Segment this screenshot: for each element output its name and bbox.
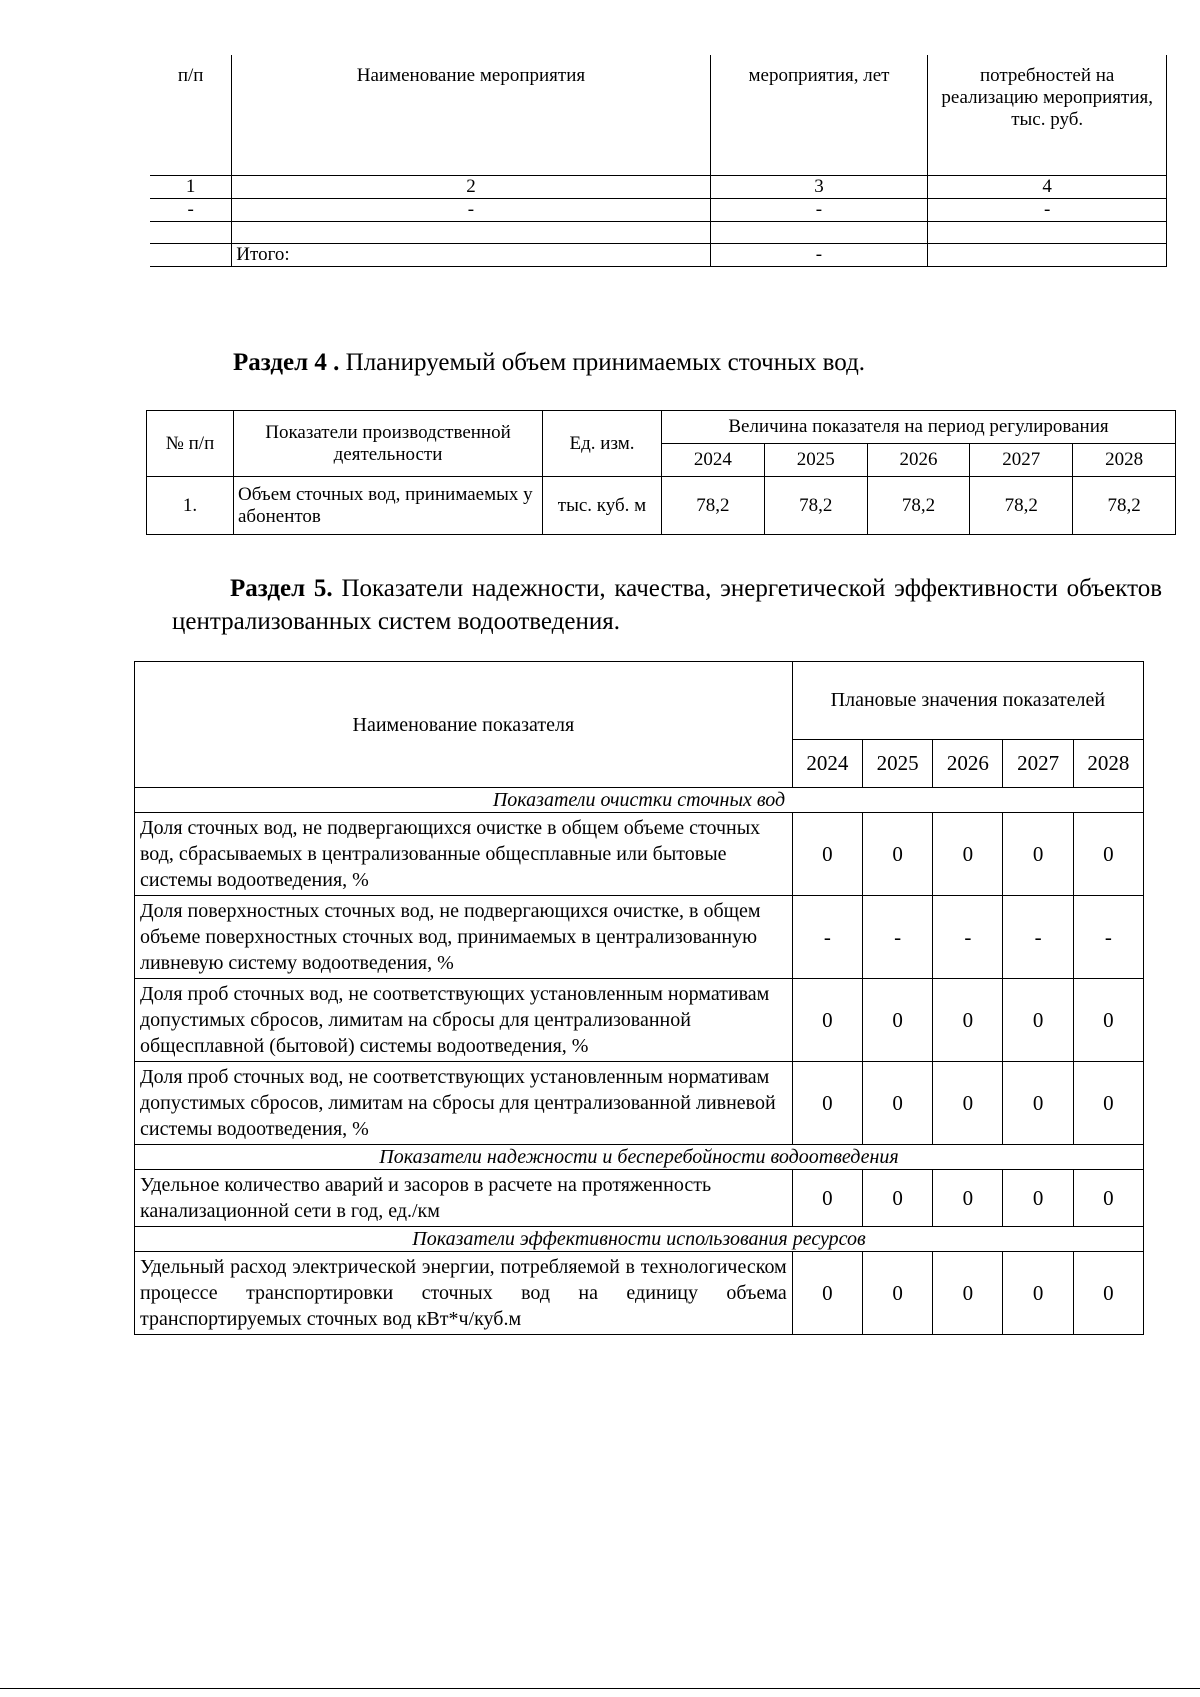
cell bbox=[710, 222, 928, 244]
header-period: Величина показателя на период регулирования bbox=[662, 411, 1176, 444]
indicator-value: 0 bbox=[1003, 1252, 1073, 1335]
year-header: 2024 bbox=[662, 444, 765, 477]
table-row bbox=[135, 1252, 1144, 1335]
indicator-value: 0 bbox=[933, 1170, 1003, 1227]
total-label: Итого: bbox=[232, 244, 710, 267]
table-row bbox=[135, 813, 1144, 896]
page-bottom-line bbox=[0, 1688, 1200, 1689]
group-title: Показатели надежности и бесперебойности водоотведения bbox=[135, 1145, 1144, 1170]
header-num: № п/п bbox=[147, 411, 234, 477]
row-value: 78,2 bbox=[970, 477, 1073, 535]
header-unit: Ед. изм. bbox=[543, 411, 662, 477]
cell bbox=[150, 222, 232, 244]
year-header: 2028 bbox=[1073, 740, 1143, 788]
indicator-name: Доля сточных вод, не подвергающихся очистке в общем объеме сточных вод, сбрасываемых в централизованные общесплавные или бытовые системы водоотведения, % bbox=[135, 813, 793, 896]
header-event-name: Наименование мероприятия bbox=[232, 55, 710, 176]
group-row bbox=[135, 1227, 1144, 1252]
header-plan-values: Плановые значения показателей bbox=[792, 662, 1143, 740]
indicator-name: Удельный расход электрической энергии, потребляемой в технологическом процессе транспортировки сточных вод на единицу объема транспортируемых сточных вод кВт*ч/куб.м bbox=[135, 1252, 793, 1335]
section4-title: Планируемый объем принимаемых сточных вод. bbox=[345, 349, 866, 376]
section4-prefix: Раздел 4 . bbox=[233, 349, 340, 376]
year-header: 2026 bbox=[933, 740, 1003, 788]
group-title: Показатели очистки сточных вод bbox=[135, 788, 1144, 813]
indicator-name: Доля проб сточных вод, не соответствующих установленным нормативам допустимых сбросов, лимитам на сбросы для централизованной общесплавной (бытовой) системы водоотведения, % bbox=[135, 979, 793, 1062]
indicator-name: Доля поверхностных сточных вод, не подвергающихся очистке, в общем объеме поверхностных сточных вод, принимаемых в централизованную ливневую систему водоотведения, % bbox=[135, 896, 793, 979]
events-table bbox=[150, 55, 1167, 267]
indicator-value: 0 bbox=[792, 979, 862, 1062]
indicator-value: 0 bbox=[792, 1062, 862, 1145]
indicator-value: 0 bbox=[1003, 1170, 1073, 1227]
indicator-value: - bbox=[933, 896, 1003, 979]
indicator-value: 0 bbox=[792, 1170, 862, 1227]
header-num: п/п bbox=[150, 55, 232, 176]
row-indicator: Объем сточных вод, принимаемых у абонентов bbox=[234, 477, 543, 535]
indicator-value: 0 bbox=[1073, 979, 1143, 1062]
section5-heading bbox=[172, 572, 1162, 638]
indicator-value: - bbox=[862, 896, 932, 979]
section4-heading bbox=[233, 349, 865, 377]
cell: - bbox=[710, 199, 928, 222]
indicator-value: 0 bbox=[1073, 1062, 1143, 1145]
indicator-value: 0 bbox=[862, 1252, 932, 1335]
total-row bbox=[150, 244, 1167, 267]
indicator-value: 0 bbox=[1073, 813, 1143, 896]
table-row bbox=[135, 1170, 1144, 1227]
year-header: 2025 bbox=[862, 740, 932, 788]
table-row bbox=[147, 477, 1176, 535]
total-duration: - bbox=[710, 244, 928, 267]
indicator-value: 0 bbox=[933, 1062, 1003, 1145]
col-number: 1 bbox=[150, 176, 232, 199]
indicator-value: 0 bbox=[862, 1170, 932, 1227]
row-value: 78,2 bbox=[662, 477, 765, 535]
indicator-value: - bbox=[1073, 896, 1143, 979]
header-cost: потребностей на реализацию мероприятия, тыс. руб. bbox=[928, 55, 1167, 176]
col-number: 4 bbox=[928, 176, 1167, 199]
row-value: 78,2 bbox=[1073, 477, 1176, 535]
cell: - bbox=[232, 199, 710, 222]
row-num: 1. bbox=[147, 477, 234, 535]
cell bbox=[928, 222, 1167, 244]
group-title: Показатели эффективности использования ресурсов bbox=[135, 1227, 1144, 1252]
indicator-name: Доля проб сточных вод, не соответствующих установленным нормативам допустимых сбросов, лимитам на сбросы для централизованной ливневой системы водоотведения, % bbox=[135, 1062, 793, 1145]
table-row bbox=[150, 199, 1167, 222]
indicator-value: 0 bbox=[862, 1062, 932, 1145]
column-numbers-row bbox=[150, 176, 1167, 199]
cell: - bbox=[150, 199, 232, 222]
wastewater-volume-table bbox=[146, 410, 1176, 535]
col-number: 3 bbox=[710, 176, 928, 199]
indicator-value: 0 bbox=[1073, 1252, 1143, 1335]
header-indicator: Показатели производственной деятельности bbox=[234, 411, 543, 477]
year-header: 2025 bbox=[764, 444, 867, 477]
indicator-value: 0 bbox=[1003, 813, 1073, 896]
table-row bbox=[135, 1062, 1144, 1145]
year-header: 2024 bbox=[792, 740, 862, 788]
indicator-value: 0 bbox=[1073, 1170, 1143, 1227]
year-header: 2026 bbox=[867, 444, 970, 477]
indicator-value: 0 bbox=[933, 813, 1003, 896]
header-indicator-name: Наименование показателя bbox=[135, 662, 793, 788]
indicator-value: 0 bbox=[862, 813, 932, 896]
col-number: 2 bbox=[232, 176, 710, 199]
reliability-indicators-table bbox=[134, 661, 1144, 1335]
indicator-value: - bbox=[792, 896, 862, 979]
row-unit: тыс. куб. м bbox=[543, 477, 662, 535]
table-row bbox=[135, 896, 1144, 979]
cell bbox=[232, 222, 710, 244]
section5-title: Показатели надежности, качества, энергетической эффективности объектов централизованных систем водоотведения. bbox=[172, 575, 1162, 635]
year-header: 2028 bbox=[1073, 444, 1176, 477]
indicator-value: 0 bbox=[1003, 1062, 1073, 1145]
header-duration: мероприятия, лет bbox=[710, 55, 928, 176]
group-row bbox=[135, 788, 1144, 813]
indicator-value: 0 bbox=[933, 1252, 1003, 1335]
indicator-name: Удельное количество аварий и засоров в расчете на протяженность канализационной сети в год, ед./км bbox=[135, 1170, 793, 1227]
table-row bbox=[150, 222, 1167, 244]
group-row bbox=[135, 1145, 1144, 1170]
total-cost bbox=[928, 244, 1167, 267]
row-value: 78,2 bbox=[867, 477, 970, 535]
year-header: 2027 bbox=[1003, 740, 1073, 788]
indicator-value: 0 bbox=[792, 1252, 862, 1335]
indicator-value: 0 bbox=[862, 979, 932, 1062]
indicator-value: 0 bbox=[792, 813, 862, 896]
row-value: 78,2 bbox=[764, 477, 867, 535]
table-row bbox=[135, 979, 1144, 1062]
indicator-value: 0 bbox=[933, 979, 1003, 1062]
indicator-value: 0 bbox=[1003, 979, 1073, 1062]
cell: - bbox=[928, 199, 1167, 222]
section5-prefix: Раздел 5. bbox=[230, 575, 333, 602]
year-header: 2027 bbox=[970, 444, 1073, 477]
indicator-value: - bbox=[1003, 896, 1073, 979]
